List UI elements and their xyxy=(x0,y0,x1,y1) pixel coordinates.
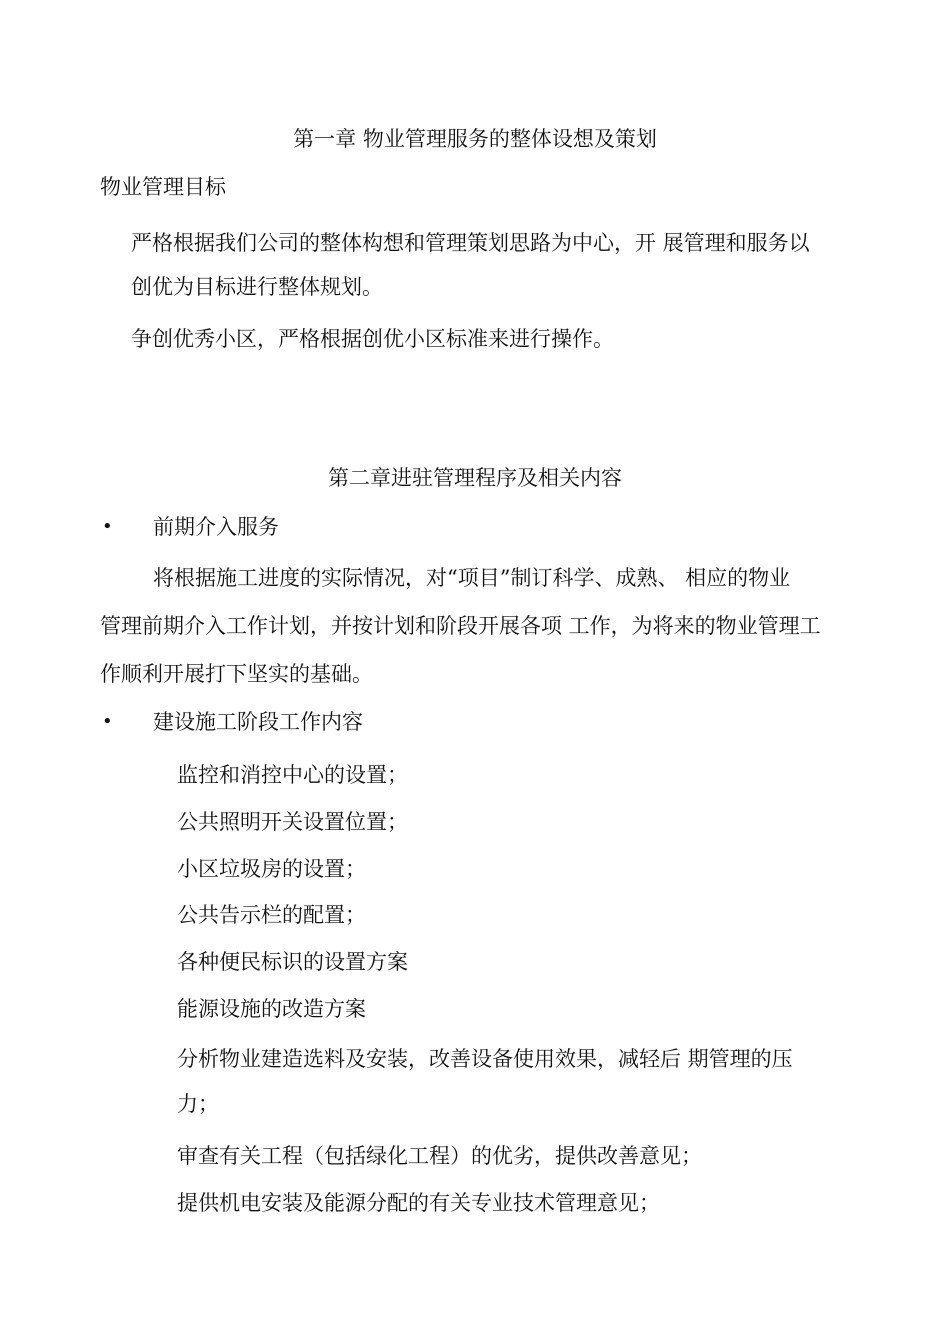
list-item: 监控和消控中心的设置； xyxy=(177,763,408,787)
paragraph-1-line-1: 严格根据我们公司的整体构想和管理策划思路为中心，开 展管理和服务以 xyxy=(131,231,810,255)
item-1-body-line-3: 作顺利开展打下坚实的基础。 xyxy=(100,662,373,686)
item-1-body-line-1: 将根据施工进度的实际情况，对“项目”制订科学、成熟、 相应的物业 xyxy=(153,566,791,590)
bullet-marker: • xyxy=(102,516,113,537)
item-1-body-line-2: 管理前期介入工作计划，并按计划和阶段开展各项 工作，为将来的物业管理工 xyxy=(100,614,821,638)
section-title-management-goal: 物业管理目标 xyxy=(100,175,226,199)
list-item: 审查有关工程（包括绿化工程）的优劣，提供改善意见； xyxy=(177,1144,702,1168)
list-item: 各种便民标识的设置方案 xyxy=(177,950,408,974)
list-item: 公共告示栏的配置； xyxy=(177,903,366,927)
list-item: 分析物业建造选料及安装，改善设备使用效果，减轻后 期管理的压 xyxy=(177,1047,793,1071)
list-item: 小区垃圾房的设置； xyxy=(177,857,366,881)
chapter-2-title: 第二章进驻管理程序及相关内容 xyxy=(328,466,622,490)
list-item: 能源设施的改造方案 xyxy=(177,997,366,1021)
list-item: 提供机电安装及能源分配的有关专业技术管理意见； xyxy=(177,1191,660,1215)
chapter-1-title: 第一章 物业管理服务的整体设想及策划 xyxy=(293,127,657,151)
list-item-continuation: 力； xyxy=(177,1092,219,1116)
item-2-title: 建设施工阶段工作内容 xyxy=(153,710,363,734)
item-1-title: 前期介入服务 xyxy=(153,515,279,539)
paragraph-1-line-2: 创优为目标进行整体规划。 xyxy=(131,275,383,299)
paragraph-2: 争创优秀小区，严格根据创优小区标准来进行操作。 xyxy=(131,327,614,351)
list-item: 公共照明开关设置位置； xyxy=(177,810,408,834)
bullet-marker: • xyxy=(102,711,113,732)
